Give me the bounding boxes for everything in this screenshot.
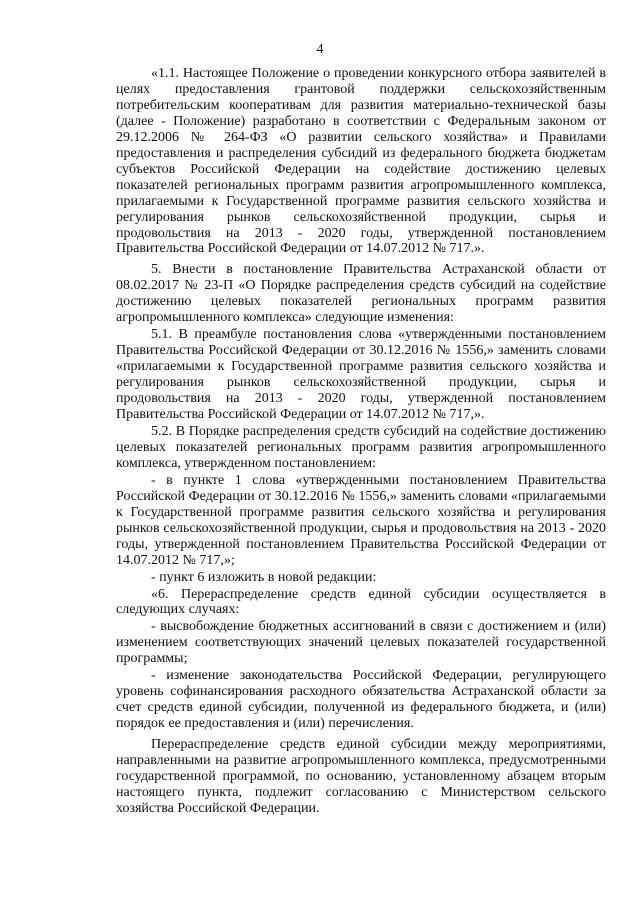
paragraph-5-1-preamble: 5.1. В преамбуле постановления слова «утвержденными постановлением Правительства Российской Федерации от 30.12.2016 № 1556,» заменить словами «прилагаемыми к Государственной программе развития сельского хозяйства и регулирования рынков сельскохозяйственной продукции, сырья и продовольствия на 2013 - 2020 годы, утвержденной постановлением Правительства Российской Федерации от 14.07.2012 № 717,». <box>116 327 606 423</box>
page-number: 4 <box>316 42 324 57</box>
paragraph-6-redistribution-cases: «6. Перераспределение средств единой субсидии осуществляется в следующих случаях: <box>116 586 606 618</box>
paragraph-case-law-change: - изменение законодательства Российской Федерации, регулирующего уровень софинансирования расходного обязательства Астраханской области за счет средств единой субсидии, полученной из федерального бюджета, и (или) порядок ее предоставления и (или) перечисления. <box>116 668 606 732</box>
paragraph-redistribution-approval: Перераспределение средств единой субсидии между мероприятиями, направленными на развитие агропромышленного комплекса, предусмотренными государственной программой, по основанию, установленному абзацем вторым настоящего пункта, подлежит согласованию с Министерством сельского хозяйства Российской Федерации. <box>116 737 606 816</box>
paragraph-item-6-new-edition: - пункт 6 изложить в новой редакции: <box>151 569 377 585</box>
paragraph-case-release-allocations: - высвобождение бюджетных ассигнований в связи с достижением и (или) изменением соответствующих значений целевых показателей государственной программы; <box>116 619 606 667</box>
paragraph-item-1-replace: - в пункте 1 слова «утвержденными постановлением Правительства Российской Федерации от 30.12.2016 № 1556,» заменить словами «прилагаемыми к Государственной программе развития сельского хозяйства и регулирования рынков сельскохозяйственной продукции, сырья и продовольствия на 2013 - 2020 годы, утвержденной постановлением Правительства Российской Федерации от 14.07.2012 № 717,»; <box>116 472 606 568</box>
paragraph-1-1-position-scope: «1.1. Настоящее Положение о проведении конкурсного отбора заявителей в целях предоставления грантовой поддержки сельскохозяйственным потребительским кооперативам для развития материально-технической базы (далее - Положение) разработано в соответствии с Федеральным законом от 29.12.2006 № 264-ФЗ «О развитии сельского хозяйства» и Правилами предоставления и распределения субсидий из федерального бюджета бюджетам субъектов Российской Федерации на содействие достижению целевых показателей региональных программ развития агропромышленного комплекса, прилагаемыми к Государственной программе развития сельского хозяйства и регулирования рынков сельскохозяйственной продукции, сырья и продовольствия на 2013 - 2020 годы, утвержденной постановлением Правительства Российской Федерации от 14.07.2012 № 717.». <box>116 66 606 257</box>
paragraph-5-amend-resolution: 5. Внести в постановление Правительства Астраханской области от 08.02.2017 № 23-П «О Порядке распределения средств субсидий на содействие достижению целевых показателей региональных программ развития агропромышленного комплекса» следующие изменения: <box>116 262 606 326</box>
paragraph-5-2-procedure: 5.2. В Порядке распределения средств субсидий на содействие достижению целевых показателей региональных программ развития агропромышленного комплекса, утвержденном постановлением: <box>116 423 606 471</box>
document-body <box>116 66 606 817</box>
